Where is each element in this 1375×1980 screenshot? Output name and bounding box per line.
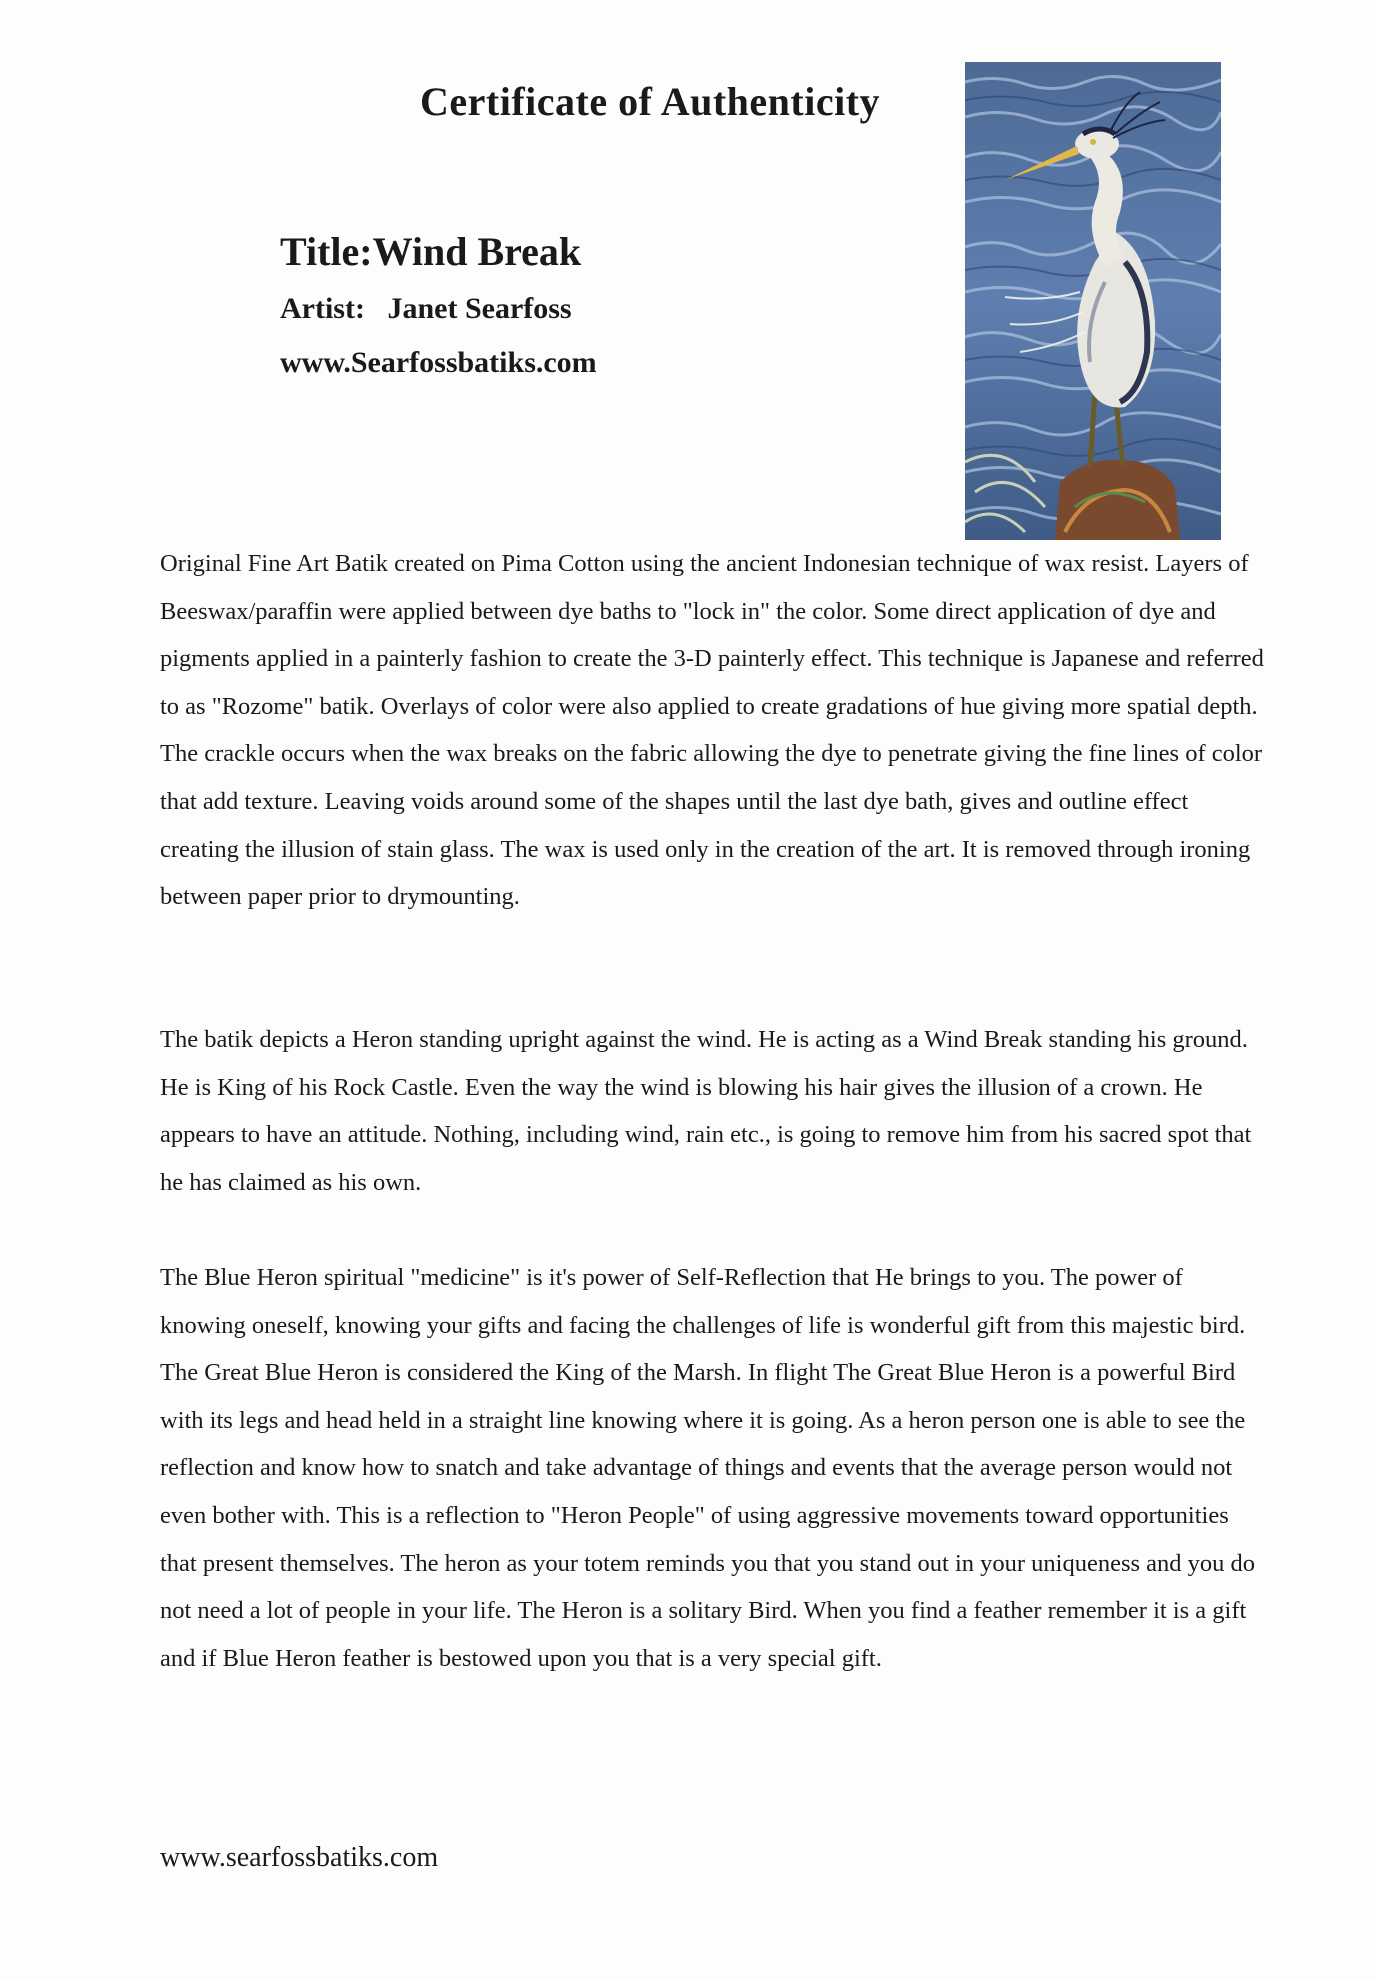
artist-website-bottom: www.searfossbatiks.com [160,1842,439,1873]
description-paragraph: The batik depicts a Heron standing upright against the wind. He is acting as a Wind Break standing his ground. He is King of his Rock Castle. Even the way the wind is blowing his hair gives the illusion of a crown. He appears to have an attitude. Nothing, including wind, rain etc., is going to remove him from his sacred spot that he has claimed as his own. [160,1026,1252,1196]
heron-batik-image [965,62,1221,540]
certificate-heading: Certificate of Authenticity [419,79,881,124]
technique-paragraph: Original Fine Art Batik created on Pima Cotton using the ancient Indonesian technique of wax resist. Layers of Beeswax/paraffin were applied between dye baths to "lock in" the color. Some direct application of dye and pigments applied in a painterly fashion to create the 3-D painterly effect. This technique is Japanese and referred to as "Rozome" batik. Overlays of color were also applied to create gradations of hue giving more spatial depth. The crackle occurs when the wax breaks on the fabric allowing the dye to penetrate giving the fine lines of color that add texture. Leaving voids around some of the shapes until the last dye bath, gives and outline effect creating the illusion of stain glass. The wax is used only in the creation of the art. It is removed through ironing between paper prior to drymounting. [160,550,1264,911]
artist-name: Artist: Janet Searfoss [280,292,572,325]
symbolism-paragraph: The Blue Heron spiritual "medicine" is it's power of Self-Reflection that He brings to you. The power of knowing oneself, knowing your gifts and facing the challenges of life is wonderful gift from this majestic bird. The Great Blue Heron is considered the King of the Marsh. In flight The Great Blue Heron is a powerful Bird with its legs and head held in a straight line knowing where it is going. As a heron person one is able to see the reflection and know how to snatch and take advantage of things and events that the average person would not even bother with. This is a reflection to "Heron People" of using aggressive movements toward opportunities that present themselves. The heron as your totem reminds you that you stand out in your uniqueness and you do not need a lot of people in your life. The Heron is a solitary Bird. When you find a feather remember it is a gift and if Blue Heron feather is bestowed upon you that is a very special gift. [160,1264,1256,1672]
artwork-title: Title:Wind Break [280,229,582,274]
artist-website-top: www.Searfossbatiks.com [280,346,597,379]
